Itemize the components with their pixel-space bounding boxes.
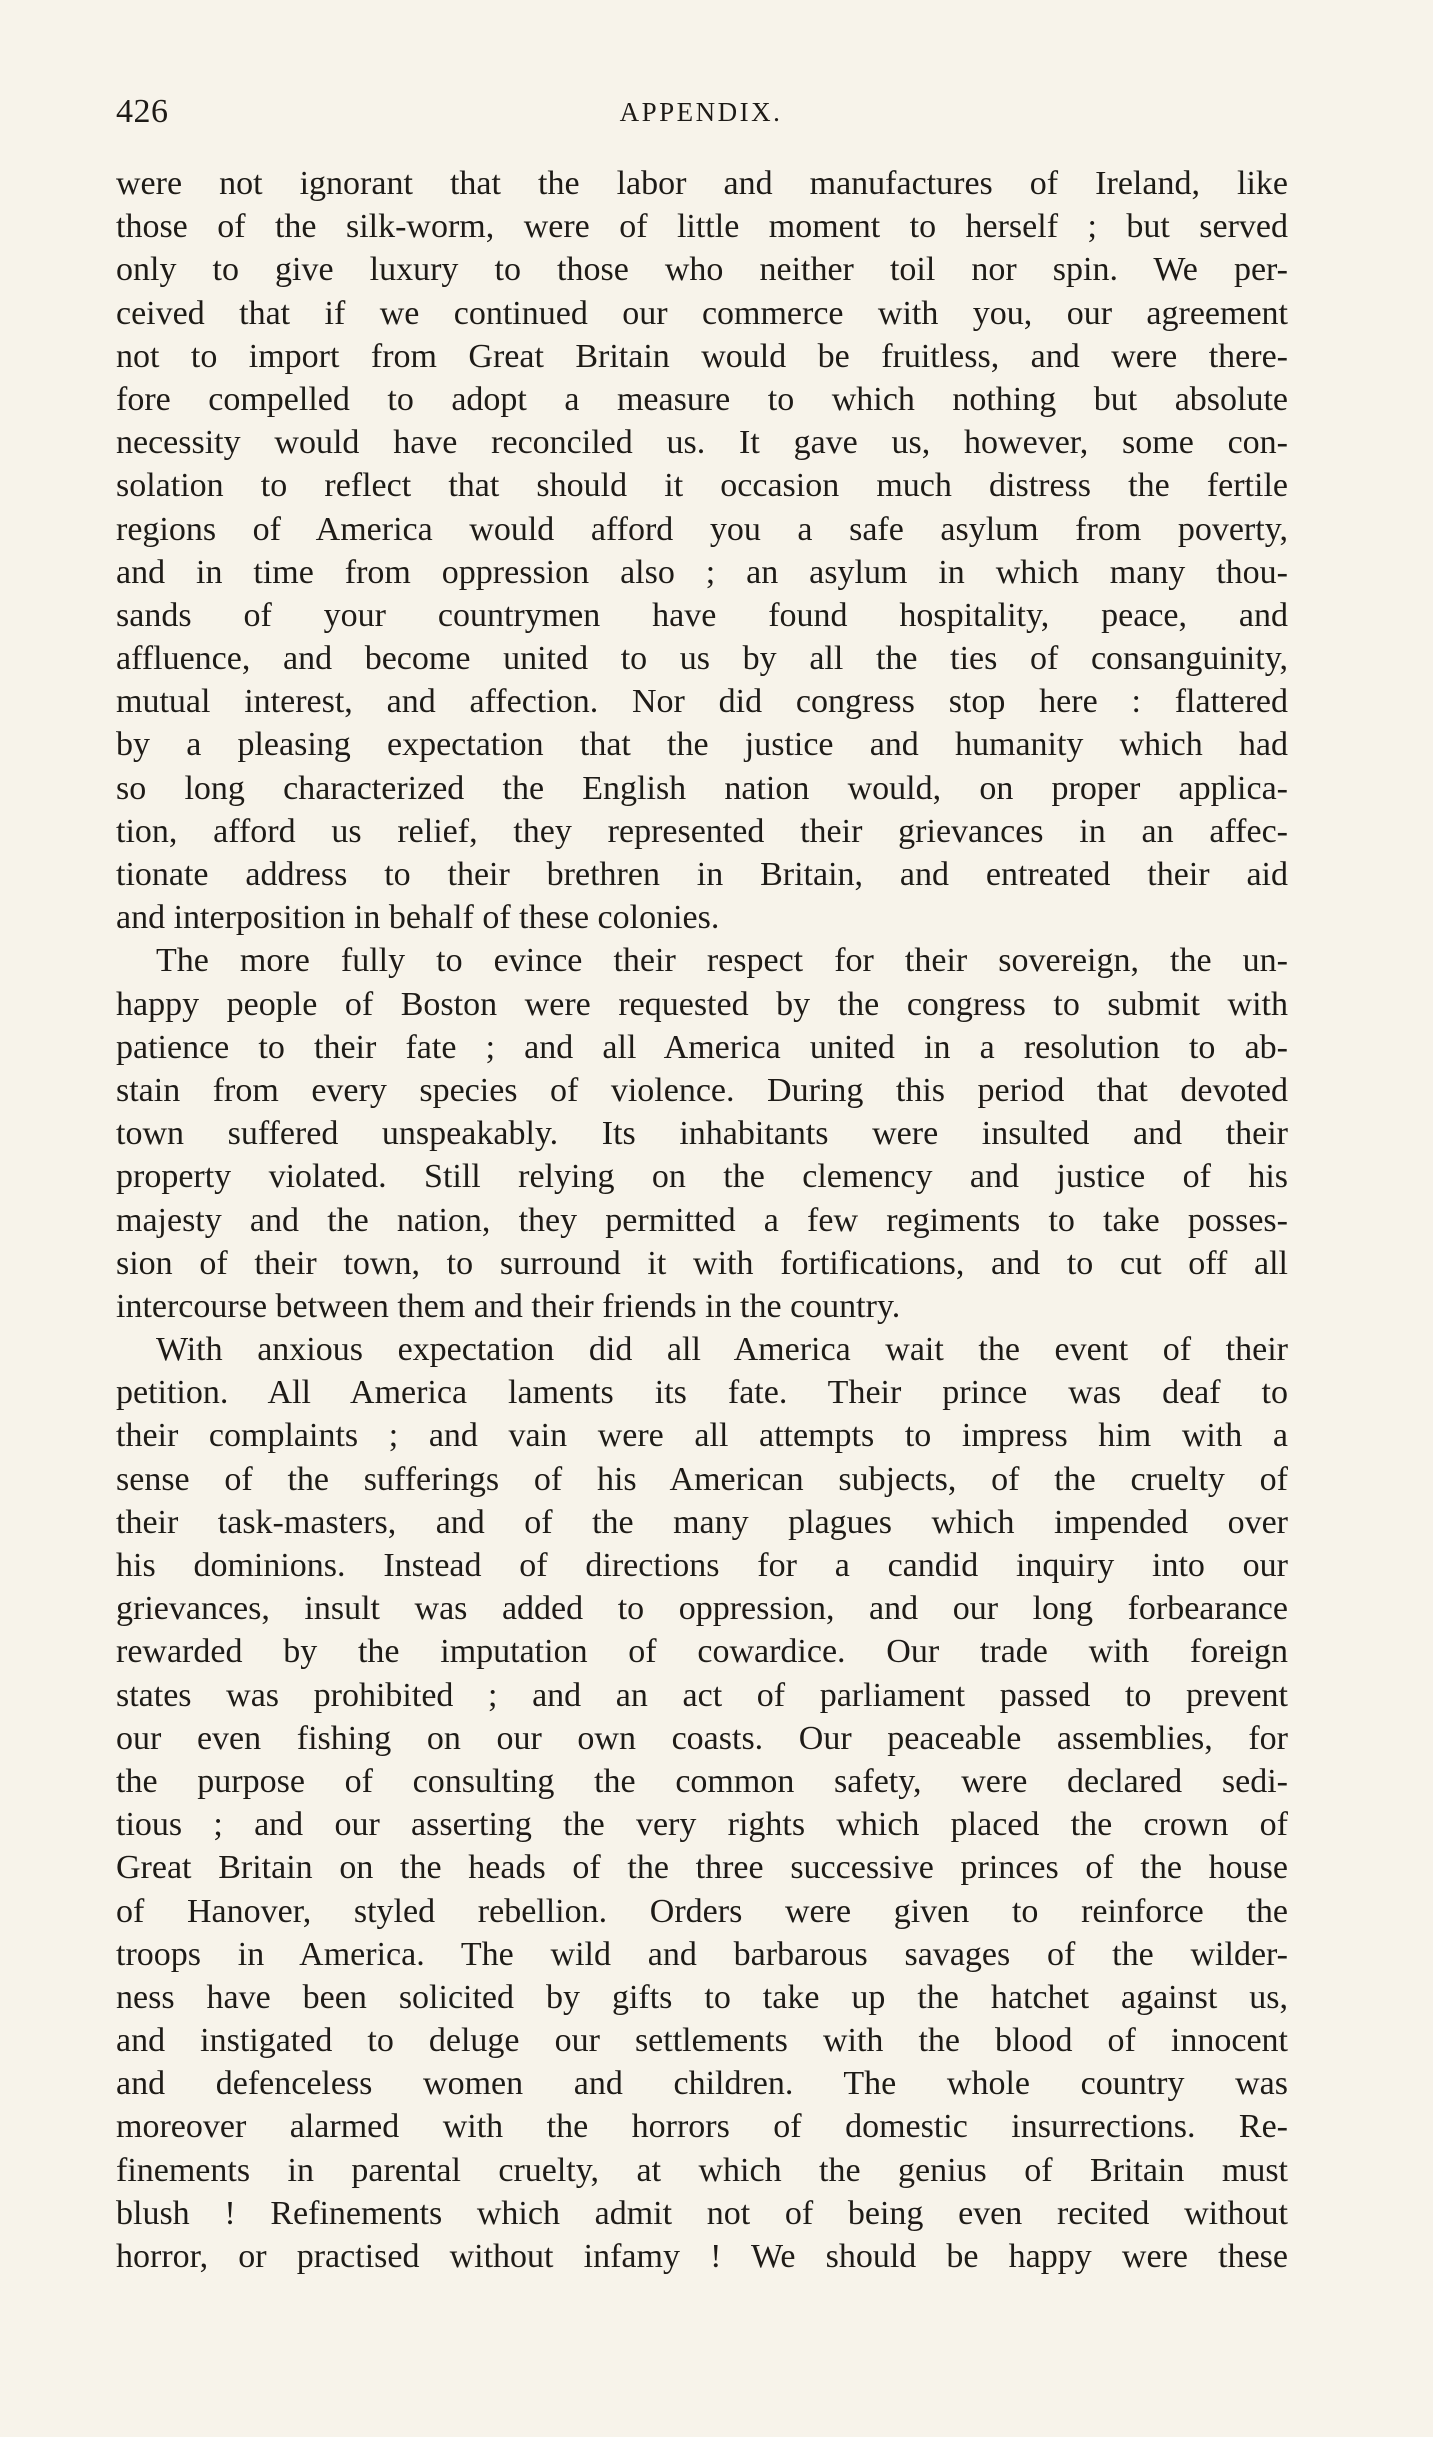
text-line: happy people of Boston were requested by the congress to submit with (116, 985, 1288, 1023)
text-line: ness have been solicited by gifts to take up the hatchet against us, (116, 1978, 1288, 2016)
text-line: and instigated to deluge our settlements with the blood of innocent (116, 2022, 1288, 2060)
text-line: majesty and the nation, they permitted a few regiments to take posses- (116, 1201, 1288, 1239)
text-line: were not ignorant that the labor and manufactures of Ireland, like (116, 165, 1288, 202)
text-line: fore compelled to adopt a measure to which nothing but absolute (116, 380, 1288, 418)
body-text (116, 162, 1288, 2278)
text-line: so long characterized the English nation would, on proper applica- (116, 769, 1288, 807)
text-line: town suffered unspeakably. Its inhabitants were insulted and their (116, 1115, 1288, 1153)
text-line: troops in America. The wild and barbarous savages of the wilder- (116, 1935, 1288, 1973)
text-line: our even fishing on our own coasts. Our peaceable assemblies, for (116, 1719, 1288, 1757)
text-line: his dominions. Instead of directions for a candid inquiry into our (116, 1547, 1288, 1584)
text-line: tionate address to their brethren in Britain, and entreated their aid (116, 856, 1288, 893)
text-line: The more fully to evince their respect for their sovereign, the un- (156, 942, 1288, 980)
text-line: grievances, insult was added to oppression, and our long forbearance (116, 1590, 1288, 1628)
text-line: solation to reflect that should it occasion much distress the fertile (116, 467, 1288, 505)
text-line: moreover alarmed with the horrors of domestic insurrections. Re- (116, 2108, 1288, 2146)
text-line: property violated. Still relying on the clemency and justice of his (116, 1158, 1288, 1196)
page-number: 426 (116, 93, 169, 130)
text-line: their complaints ; and vain were all attempts to impress him with a (116, 1417, 1288, 1455)
text-line: finements in parental cruelty, at which the genius of Britain must (116, 2151, 1288, 2189)
text-line: horror, or practised without infamy ! We should be happy were these (116, 2238, 1288, 2275)
text-line: blush ! Refinements which admit not of being even recited without (116, 2194, 1288, 2232)
text-line: rewarded by the imputation of cowardice. Our trade with foreign (116, 1633, 1288, 1671)
text-line: tious ; and our asserting the very rights which placed the crown of (116, 1806, 1288, 1844)
text-line: not to import from Great Britain would be fruitless, and were there- (116, 337, 1288, 375)
text-line: petition. All America laments its fate. Their prince was deaf to (116, 1374, 1288, 1412)
text-line: regions of America would afford you a safe asylum from poverty, (116, 510, 1288, 548)
text-line: and interposition in behalf of these colonies. (116, 899, 720, 937)
text-line: intercourse between them and their friends in the country. (116, 1287, 901, 1325)
text-line: only to give luxury to those who neither toil nor spin. We per- (116, 251, 1288, 289)
text-line: those of the silk-worm, were of little moment to herself ; but served (116, 208, 1288, 246)
text-line: sense of the sufferings of his American subjects, of the cruelty of (116, 1460, 1288, 1498)
text-line: by a pleasing expectation that the justice and humanity which had (116, 726, 1288, 764)
text-line: the purpose of consulting the common safety, were declared sedi- (116, 1762, 1288, 1800)
text-line: tion, afford us relief, they represented their grievances in an affec- (116, 812, 1288, 850)
text-line: of Hanover, styled rebellion. Orders were given to reinforce the (116, 1892, 1288, 1930)
text-line: and in time from oppression also ; an asylum in which many thou- (116, 553, 1288, 591)
text-line: mutual interest, and affection. Nor did congress stop here : flattered (116, 683, 1288, 721)
text-line: affluence, and become united to us by all the ties of consanguinity, (116, 640, 1288, 678)
text-line: ceived that if we continued our commerce with you, our agreement (116, 294, 1288, 332)
text-line: With anxious expectation did all America wait the event of their (156, 1331, 1288, 1369)
text-line: their task-masters, and of the many plagues which impended over (116, 1503, 1288, 1541)
text-line: stain from every species of violence. During this period that devoted (116, 1071, 1288, 1109)
page-header (116, 92, 1286, 132)
text-line: necessity would have reconciled us. It gave us, however, some con- (116, 424, 1288, 462)
text-line: sands of your countrymen have found hospitality, peace, and (116, 596, 1288, 634)
text-line: states was prohibited ; and an act of parliament passed to prevent (116, 1676, 1288, 1714)
text-line: and defenceless women and children. The whole country was (116, 2065, 1288, 2103)
text-line: Great Britain on the heads of the three successive princes of the house (116, 1849, 1288, 1887)
text-line: sion of their town, to surround it with fortifications, and to cut off all (116, 1244, 1288, 1282)
running-head: APPENDIX. (619, 97, 783, 127)
text-line: patience to their fate ; and all America united in a resolution to ab- (116, 1028, 1288, 1066)
